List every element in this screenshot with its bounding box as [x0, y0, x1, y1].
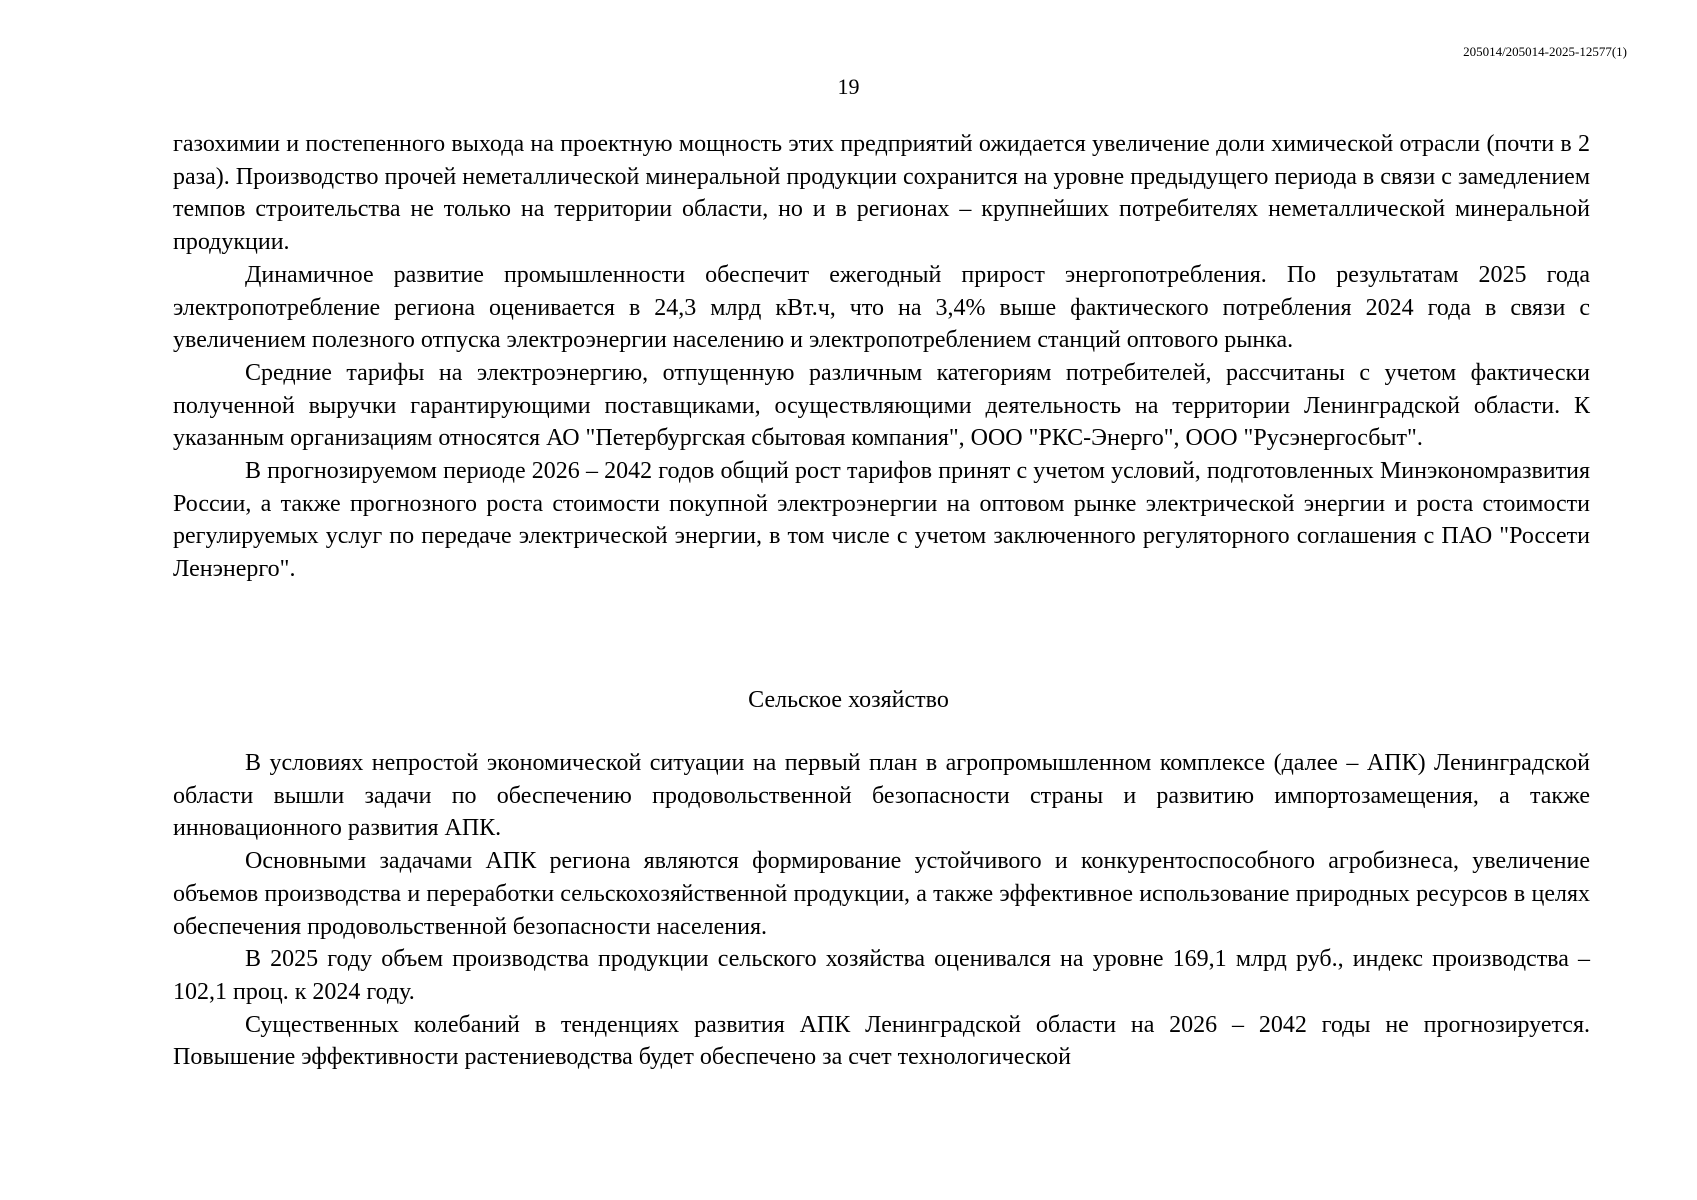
document-id: 205014/205014-2025-12577(1) [1463, 44, 1627, 59]
paragraph-apk-conditions: В условиях непростой экономической ситуации на первый план в агропромышленном комплексе (далее – АПК) Ленинградской области вышли задачи по обеспечению продовольственной безопасности страны и развитию импортозамещения, а также инновационного развития АПК. [173, 750, 1590, 842]
text-block-bottom [173, 747, 1590, 1074]
paragraph-tariffs: Средние тарифы на электроэнергию, отпущенную различным категориям потребителей, рассчитаны с учетом фактически полученной выручки гарантирующими поставщиками, осуществляющими деятельность на территории Ленинградской области. К указанным организациям относятся АО "Петербургская сбытовая компания", ООО "РКС-Энерго", ООО "Русэнергосбыт". [173, 359, 1590, 452]
paragraph-energy-consumption: Динамичное развитие промышленности обеспечит ежегодный прирост энергопотребления. По результатам 2025 года электропотребление региона оценивается в 24,3 млрд кВт.ч, что на 3,4% выше фактического потребления 2024 года в связи с увеличением полезного отпуска электроэнергии населению и электропотреблением станций оптового рынка. [173, 261, 1590, 354]
paragraph-apk-trends: Существенных колебаний в тенденциях развития АПК Ленинградской области на 2026 – 2042 годы не прогнозируется. Повышение эффективности растениеводства будет обеспечено за счет технологической [173, 1011, 1590, 1071]
paragraph-tariff-forecast: В прогнозируемом периоде 2026 – 2042 годов общий рост тарифов принят с учетом условий, подготовленных Минэкономразвития России, а также прогнозного роста стоимости покупной электроэнергии на оптовом рынке электрической энергии и роста стоимости регулируемых услуг по передаче электрической энергии, в том числе с учетом заключенного регуляторного соглашения с ПАО "Россети Ленэнерго". [173, 458, 1590, 583]
section-heading-agriculture: Сельское хозяйство [748, 687, 949, 713]
page-number: 19 [837, 74, 860, 99]
text-block-top [173, 128, 1590, 586]
paragraph-continuation: газохимии и постепенного выхода на проектную мощность этих предприятий ожидается увеличение доли химической отрасли (почти в 2 раза). Производство прочей неметаллической минеральной продукции сохранится на уровне предыдущего периода в связи с замедлением темпов строительства не только на территории области, но и в регионах – крупнейших потребителях неметаллической минеральной продукции. [173, 131, 1590, 256]
paragraph-apk-tasks: Основными задачами АПК региона являются формирование устойчивого и конкурентоспособного агробизнеса, увеличение объемов производства и переработки сельскохозяйственной продукции, а также эффективное использование природных ресурсов в целях обеспечения продовольственной безопасности населения. [173, 848, 1590, 940]
paragraph-apk-volume: В 2025 году объем производства продукции сельского хозяйства оценивался на уровне 169,1 млрд руб., индекс производства – 102,1 проц. к 2024 году. [173, 946, 1590, 1005]
